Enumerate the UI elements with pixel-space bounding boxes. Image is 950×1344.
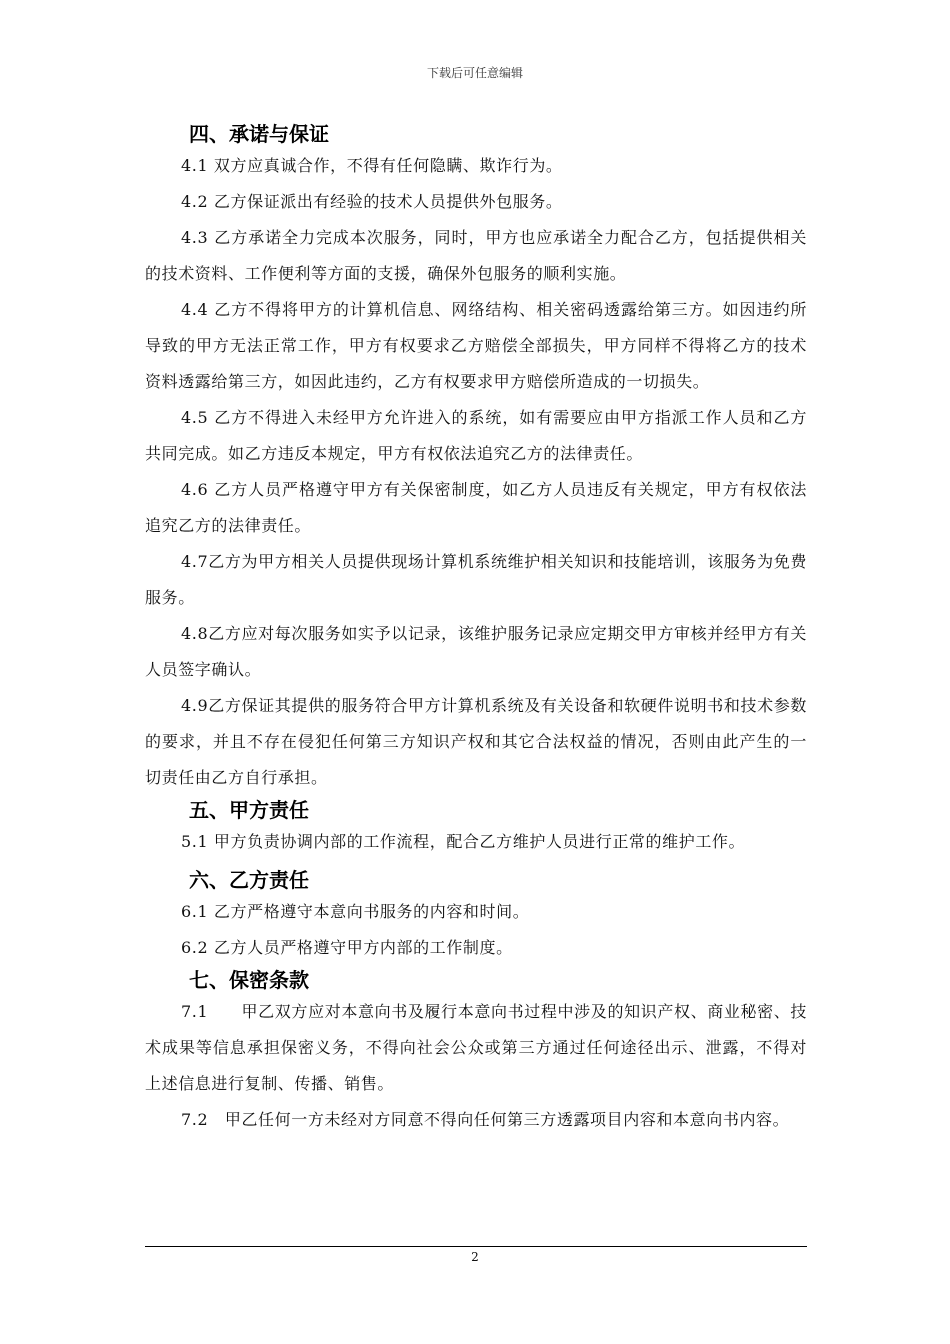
footer-divider xyxy=(145,1246,807,1247)
document-body xyxy=(145,120,807,1138)
clause-4-9: 4.9乙方保证其提供的服务符合甲方计算机系统及有关设备和软硬件说明书和技术参数的要求，并且不存在侵犯任何第三方知识产权和其它合法权益的情况，否则由此产生的一切责任由乙方自行承担。 xyxy=(145,696,807,787)
section-heading-6: 六、乙方责任 xyxy=(189,868,309,892)
clause-4-7: 4.7乙方为甲方相关人员提供现场计算机系统维护相关知识和技能培训，该服务为免费服务。 xyxy=(145,552,807,607)
clause-7-2: 7.2 甲乙任何一方未经对方同意不得向任何第三方透露项目内容和本意向书内容。 xyxy=(181,1110,790,1129)
page-number: 2 xyxy=(471,1250,479,1264)
clause-7-1: 7.1 甲乙双方应对本意向书及履行本意向书过程中涉及的知识产权、商业秘密、技术成果等信息承担保密义务，不得向社会公众或第三方通过任何途径出示、泄露，不得对上述信息进行复制、传播、销售。 xyxy=(145,1002,807,1093)
clause-6-1: 6.1 乙方严格遵守本意向书服务的内容和时间。 xyxy=(181,902,530,921)
clause-4-8: 4.8乙方应对每次服务如实予以记录，该维护服务记录应定期交甲方审核并经甲方有关人员签字确认。 xyxy=(145,624,807,679)
section-heading-7: 七、保密条款 xyxy=(189,968,309,992)
clause-6-2: 6.2 乙方人员严格遵守甲方内部的工作制度。 xyxy=(181,938,513,957)
clause-4-6: 4.6 乙方人员严格遵守甲方有关保密制度，如乙方人员违反有关规定，甲方有权依法追究乙方的法律责任。 xyxy=(145,480,807,535)
section-heading-5: 五、甲方责任 xyxy=(189,798,309,822)
clause-4-2: 4.2 乙方保证派出有经验的技术人员提供外包服务。 xyxy=(181,192,563,211)
clause-5-1: 5.1 甲方负责协调内部的工作流程，配合乙方维护人员进行正常的维护工作。 xyxy=(181,832,746,851)
page-header: 下载后可任意编辑 xyxy=(426,66,523,80)
section-heading-4: 四、承诺与保证 xyxy=(189,122,329,146)
clause-4-3: 4.3 乙方承诺全力完成本次服务，同时，甲方也应承诺全力配合乙方，包括提供相关的技术资料、工作便利等方面的支援，确保外包服务的顺利实施。 xyxy=(145,228,807,283)
clause-4-4: 4.4 乙方不得将甲方的计算机信息、网络结构、相关密码透露给第三方。如因违约所导致的甲方无法正常工作，甲方有权要求乙方赔偿全部损失，甲方同样不得将乙方的技术资料透露给第三方，如因此违约，乙方有权要求甲方赔偿所造成的一切损失。 xyxy=(145,300,807,391)
clause-4-5: 4.5 乙方不得进入未经甲方允许进入的系统，如有需要应由甲方指派工作人员和乙方共同完成。如乙方违反本规定，甲方有权依法追究乙方的法律责任。 xyxy=(145,408,807,463)
clause-4-1: 4.1 双方应真诚合作，不得有任何隐瞒、欺诈行为。 xyxy=(181,156,563,175)
